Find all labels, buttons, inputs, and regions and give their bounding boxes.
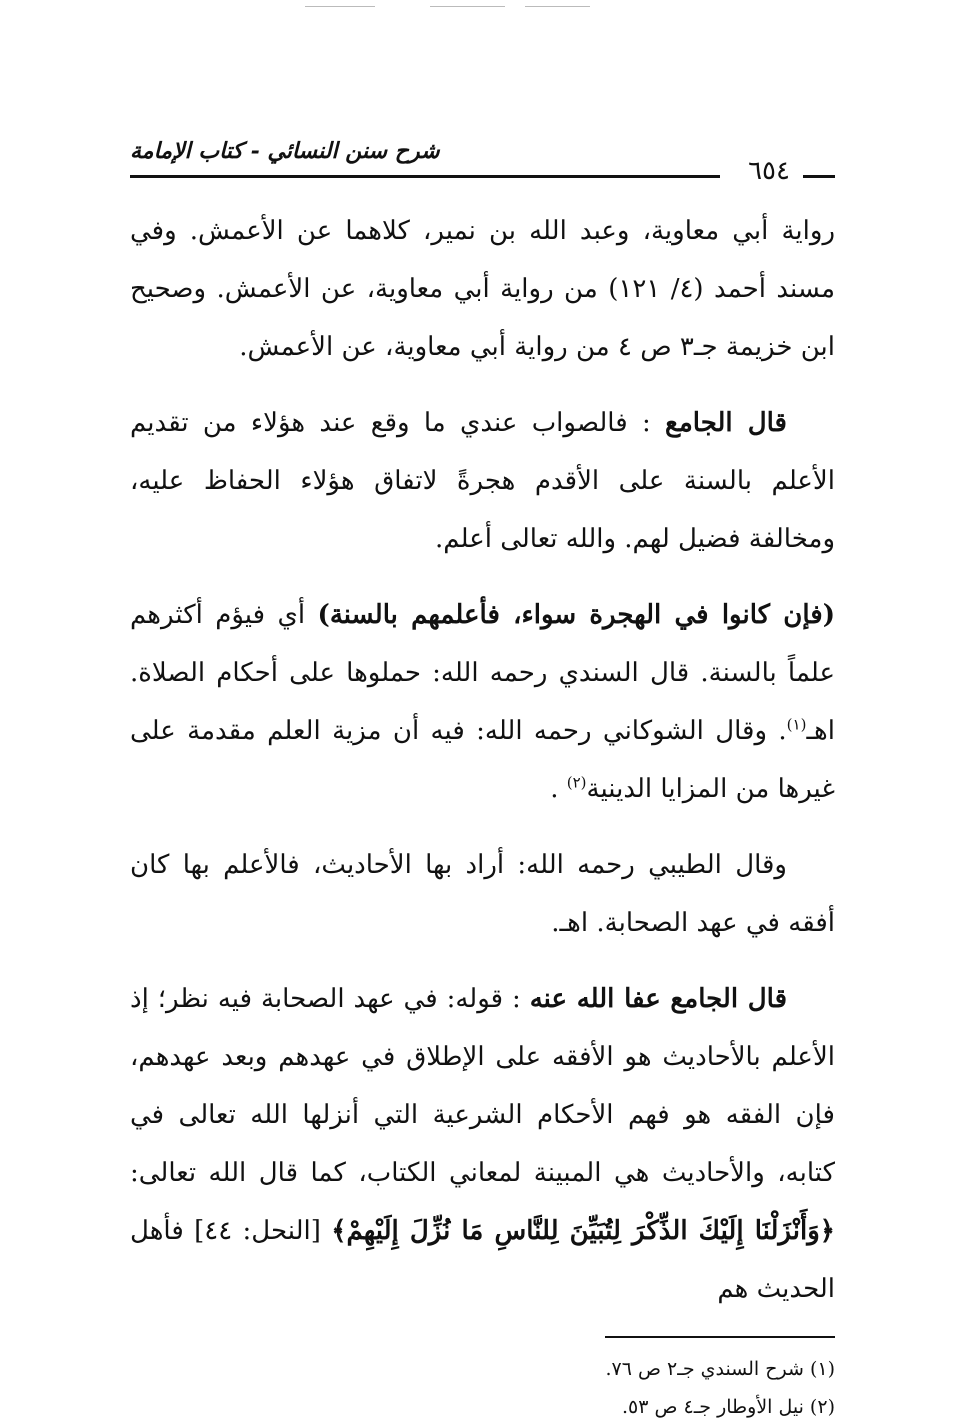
paragraph-3-lead: (فإن كانوا في الهجرة سواء، فأعلمهم بالسنة) [317, 600, 835, 630]
paragraph-4-text: وقال الطيبي رحمه الله: أراد بها الأحاديث، فالأعلم بها كان أفقه في عهد الصحابة. اهـ. [130, 850, 835, 938]
footnote-rule [605, 1336, 835, 1338]
scan-mark [305, 6, 375, 7]
footnote-ref-1[interactable]: (١) [786, 715, 807, 734]
paragraph-2-text: : فالصواب عندي ما وقع عند هؤلاء من تقديم الأعلم بالسنة على الأقدم هجرةً لاتفاق هؤلاء الحفاظ عليه، ومخالفة فضيل لهم. والله تعالى أعلم. [130, 408, 835, 554]
paragraph-4 [130, 836, 835, 952]
paragraph-1 [130, 202, 835, 376]
paragraph-5 [130, 970, 835, 1318]
footnote-ref-2[interactable]: (٢) [566, 773, 587, 792]
running-header [130, 130, 835, 184]
body-text [130, 202, 835, 1318]
paragraph-3-text-b: . وقال الشوكاني رحمه الله: فيه أن مزية العلم مقدمة على غيرها من المزايا الدينية [130, 716, 835, 804]
header-dash [803, 175, 835, 178]
footnote-2: (٢) نيل الأوطار جـ٤ ص ٥٣. [621, 1396, 835, 1418]
paragraph-2-lead: قال الجامع [665, 408, 787, 438]
paragraph-5-text-a: : قوله: في عهد الصحابة فيه نظر؛ إذ الأعلم بالأحاديث هو الأفقه على الإطلاق في عهدهم وبعد عهدهم، فإن الفقه هو فهم الأحكام الشرعية التي أنزلها الله تعالى في كتابه، والأحاديث هي المبينة لمعاني الكتاب، كما قال الله تعالى: [130, 984, 836, 1188]
paragraph-3-text-c: . [550, 774, 559, 804]
book-page [130, 130, 835, 1426]
paragraph-2 [130, 394, 835, 568]
scan-mark [525, 6, 590, 7]
quran-verse: ﴿وَأَنْزَلْنَا إِلَيْكَ الذِّكْرَ لِتُبَيِّنَ لِلنَّاسِ مَا نُزِّلَ إِلَيْهِمْ﴾ [331, 1216, 835, 1246]
footnotes [130, 1350, 835, 1426]
page-number: ٦٥٤ [748, 156, 790, 186]
scan-mark [430, 6, 505, 7]
paragraph-1-text: رواية أبي معاوية، وعبد الله بن نمير، كلاهما عن الأعمش. وفي مسند أحمد (٤/ ١٢١) من رواية أبي معاوية، عن الأعمش. وصحيح ابن خزيمة جـ٣ ص ٤ من رواية أبي معاوية، عن الأعمش. [130, 216, 836, 362]
footnote-1: (١) شرح السندي جـ٢ ص ٧٦. [605, 1358, 835, 1380]
paragraph-3 [130, 586, 835, 818]
header-rule [130, 175, 720, 178]
paragraph-5-lead: قال الجامع عفا الله عنه [529, 984, 788, 1014]
paragraph-5-text-b: [النحل: ٤٤] فأهل الحديث هم [130, 1216, 835, 1304]
paragraph-3-text-a: أي فيؤم أكثرهم علماً بالسنة. قال السندي رحمه الله: حملوها على أحكام الصلاة. اهـ [130, 600, 835, 746]
scan-marks [0, 0, 975, 20]
running-title: شرح سنن النسائي - كتاب الإمامة [130, 138, 440, 164]
